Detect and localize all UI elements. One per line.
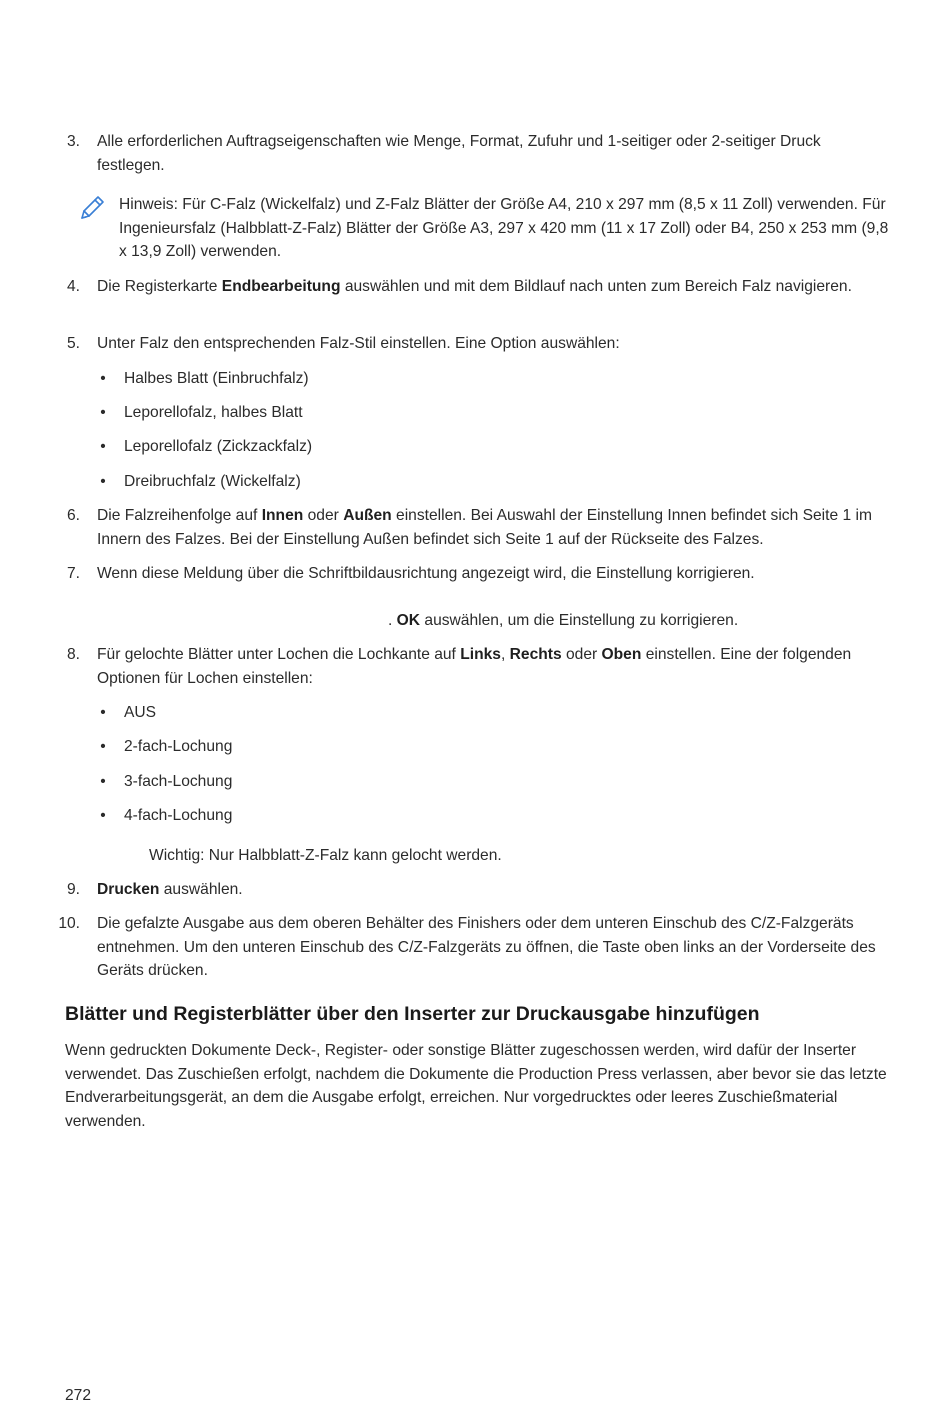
list-item: Halbes Blatt (Einbruchfalz) [124, 370, 309, 387]
step-number: 7. [66, 565, 80, 582]
pencil-icon [78, 194, 106, 222]
list-item: Leporellofalz (Zickzackfalz) [124, 438, 313, 455]
list-item: 4-fach-Lochung [124, 807, 233, 824]
step-9-text: Drucken auswählen. [97, 881, 243, 898]
bullet: • [100, 438, 106, 455]
bullet: • [100, 473, 106, 490]
step-number: 8. [66, 646, 80, 663]
step-number: 9. [66, 881, 80, 898]
step-number: 10. [58, 915, 80, 932]
note-text: Hinweis: Für C-Falz (Wickelfalz) und Z-Falz Blätter der Größe A4, 210 x 297 mm (8,5 x 11 Zoll) verwenden. Für Ingenieursfalz (Halbblatt-Z-Falz) Blätter der Größe A3, 297 x 420 mm (11 x 17 Zoll) oder B4, 250 x 253 mm (9,8 x 13,9 Zoll) verwenden. [119, 196, 889, 260]
step-number: 6. [66, 507, 80, 524]
bullet: • [100, 370, 106, 387]
ok-label: OK [396, 612, 421, 629]
bullet: • [100, 704, 106, 721]
step-3-text: Alle erforderlichen Auftragseigenschaften wie Menge, Format, Zufuhr und 1-seitiger oder 2-seitiger Druck festlegen. [97, 133, 821, 174]
step-7-text: Wenn diese Meldung über die Schriftbildausrichtung angezeigt wird, die Einstellung korrigieren. [97, 565, 755, 582]
list-item: 3-fach-Lochung [124, 773, 233, 790]
finishing-tab-label: Endbearbeitung [221, 278, 341, 295]
list-item: 2-fach-Lochung [124, 738, 233, 755]
list-item: Dreibruchfalz (Wickelfalz) [124, 473, 301, 490]
step-5-text: Unter Falz den entsprechenden Falz-Stil einstellen. Eine Option auswählen: [97, 335, 620, 352]
step-number: 5. [66, 335, 80, 352]
important-note: Wichtig: Nur Halbblatt-Z-Falz kann gelocht werden. [149, 847, 502, 864]
bullet: • [100, 773, 106, 790]
step-number: 3. [66, 133, 80, 150]
step-10-text: Die gefalzte Ausgabe aus dem oberen Behälter des Finishers oder dem unteren Einschub des C/Z-Falzgeräts entnehmen. Um den unteren Einschub des C/Z-Falzgeräts zu öffnen, die Taste oben links an der Vorderseite des Geräts drücken. [97, 915, 876, 979]
bullet: • [100, 738, 106, 755]
step-number: 4. [66, 278, 80, 295]
bullet: • [100, 404, 106, 421]
section-heading: Blätter und Registerblätter über den Inserter zur Druckausgabe hinzufügen [65, 1003, 760, 1025]
page-number: 272 [65, 1387, 92, 1404]
step-7-subtext: . OK auswählen, um die Einstellung zu korrigieren. [388, 612, 739, 629]
step-8-text: Für gelochte Blätter unter Lochen die Lochkante auf Links, Rechts oder Oben einstellen. Eine der folgenden Optionen für Lochen einstellen: [97, 646, 852, 687]
list-item: AUS [124, 704, 157, 721]
bullet: • [100, 807, 106, 824]
step-6-text: Die Falzreihenfolge auf Innen oder Außen einstellen. Bei Auswahl der Einstellung Innen befindet sich Seite 1 im Innern des Falzes. Bei der Einstellung Außen befindet sich Seite 1 auf der Rückseite des Falzes. [97, 507, 872, 548]
list-item: Leporellofalz, halbes Blatt [124, 404, 303, 421]
section-paragraph: Wenn gedruckten Dokumente Deck-, Register- oder sonstige Blätter zugeschossen werden, wird dafür der Inserter verwendet. Das Zuschießen erfolgt, nachdem die Dokumente die Production Press verlassen, aber bevor sie das letzte Endverarbeitungsgerät, an dem die Ausgabe erfolgt, erreichen. Nur vorgedrucktes oder leeres Zuschießmaterial verwenden. [65, 1042, 887, 1130]
step-4-text: Die Registerkarte Endbearbeitung auswählen und mit dem Bildlauf nach unten zum Bereich Falz navigieren. [97, 278, 852, 295]
